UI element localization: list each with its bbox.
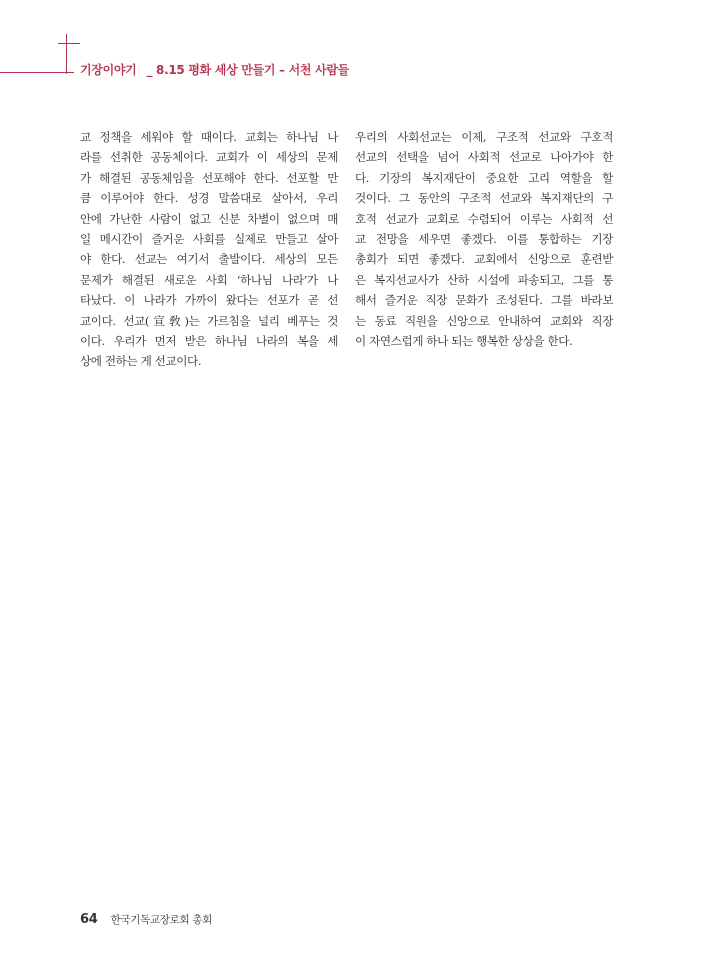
text-line: 라를 선취한 공동체이다. 교회가 이 세상의 문제	[80, 150, 338, 165]
text-line: 이 자연스럽게 하나 되는 행복한 상상을 한다.	[355, 333, 573, 348]
running-header	[80, 61, 349, 78]
header-section: 기장이야기	[80, 63, 137, 77]
cross-icon-bar	[58, 43, 80, 44]
text-line: 교이다. 선교(宣敎)는 가르침을 널리 베푸는 것	[80, 313, 338, 328]
page-footer	[80, 908, 212, 927]
page-number: 64	[80, 912, 98, 927]
header-rule	[0, 72, 74, 73]
text-line: 것이다. 그 동안의 구조적 선교와 복지재단의 구	[355, 191, 613, 206]
cross-icon	[66, 34, 67, 74]
text-line: 해서 즐거운 직장 문화가 조성된다. 그를 바라보	[355, 293, 613, 308]
text-line: 이다. 우리가 먼저 받은 하나님 나라의 복을 세	[80, 333, 338, 348]
text-line: 큼 이루어야 한다. 성경 말씀대로 살아서, 우리	[80, 191, 338, 206]
header-chapter: _ 8.15 평화 세상 만들기 – 서천 사람들	[146, 63, 349, 77]
text-line: 안에 가난한 사람이 없고 신분 차별이 없으며 매	[80, 211, 338, 226]
right-column	[355, 127, 613, 351]
text-line: 문제가 해결된 새로운 사회 ‘하나님 나라’가 나	[80, 272, 338, 287]
text-line: 다. 기장의 복지재단이 중요한 고리 역할을 할	[355, 170, 613, 185]
text-line: 호적 선교가 교회로 수렴되어 이루는 사회적 선	[355, 211, 613, 226]
text-line: 일 메시간이 즐거운 사회를 실제로 만들고 살아	[80, 231, 338, 246]
text-line: 교 정책을 세워야 할 때이다. 교회는 하나님 나	[80, 130, 338, 144]
text-line: 은 복지선교사가 산하 시설에 파송되고, 그를 통	[355, 272, 613, 287]
text-line: 는 동료 직원을 신앙으로 안내하여 교회와 직장	[355, 313, 613, 328]
text-line: 가 해결된 공동체임을 선포해야 한다. 선포할 만	[80, 170, 338, 185]
left-column	[80, 127, 338, 372]
text-line: 선교의 선택을 넘어 사회적 선교로 나아가야 한	[355, 150, 613, 165]
text-line: 교 전망을 세우면 좋겠다. 이를 통합하는 기장	[355, 231, 613, 246]
text-line: 타났다. 이 나라가 가까이 왔다는 선포가 곧 선	[80, 293, 338, 308]
text-line: 상에 전하는 게 선교이다.	[80, 354, 202, 369]
text-line: 총회가 되면 좋겠다. 교회에서 신앙으로 훈련받	[355, 252, 613, 267]
publisher-name: 한국기독교장로회 총회	[110, 914, 213, 926]
text-line: 우리의 사회선교는 이제, 구조적 선교와 구호적	[355, 130, 613, 144]
text-line: 야 한다. 선교는 여기서 출발이다. 세상의 모든	[80, 252, 338, 267]
